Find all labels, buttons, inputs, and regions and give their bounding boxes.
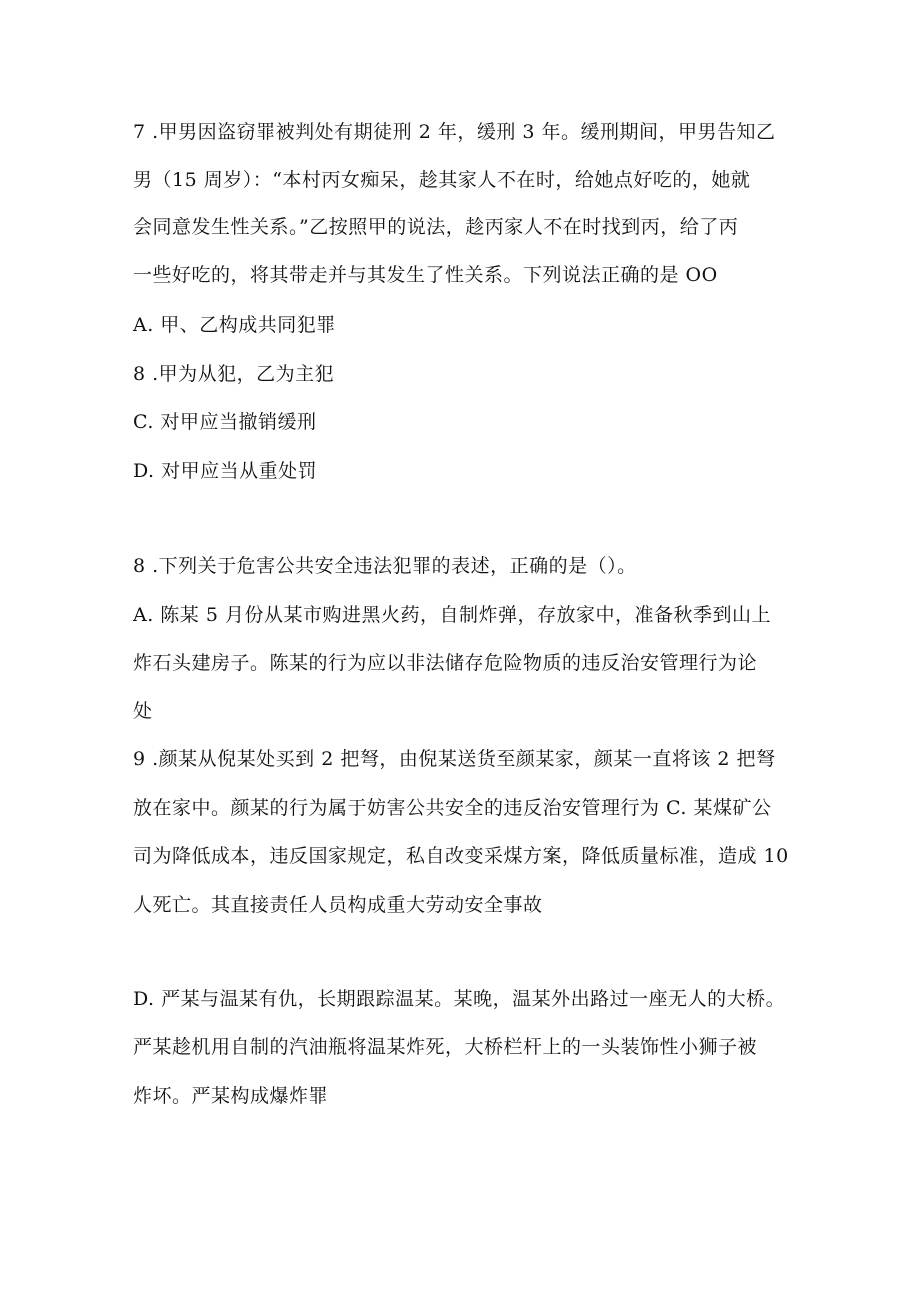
q7-text-line-3: 会同意发生性关系。”乙按照甲的说法，趁丙家人不在时找到丙，给了丙	[133, 216, 739, 238]
q8-option-a-line-3: 处	[133, 700, 153, 722]
q7-option-c: C. 对甲应当撤销缓刑	[133, 411, 317, 433]
q9-text-line-4: 人死亡。其直接责任人员构成重大劳动安全事故	[133, 894, 543, 916]
option-d-line-2: 严某趁机用自制的汽油瓶将温某炸死，大桥栏杆上的一头装饰性小狮子被	[133, 1036, 758, 1058]
q8-stem: 8 .下列关于危害公共安全违法犯罪的表述，正确的是（）。	[133, 555, 637, 577]
q8-option-a-line-1: A. 陈某 5 月份从某市购进黑火药，自制炸弹，存放家中，准备秋季到山上	[133, 604, 771, 626]
q7-option-d: D. 对甲应当从重处罚	[133, 460, 318, 482]
q7-option-a: A. 甲、乙构成共同犯罪	[133, 314, 336, 336]
q8-option-a-line-2: 炸石头建房子。陈某的行为应以非法储存危险物质的违反治安管理行为论	[133, 652, 758, 674]
q7-text-line-1: 7 .甲男因盗窃罪被判处有期徒刑 2 年，缓刑 3 年。缓刑期间，甲男告知乙	[133, 121, 776, 143]
option-d-line-3: 炸坏。严某构成爆炸罪	[133, 1085, 329, 1107]
q9-text-line-3: 司为降低成本，违反国家规定，私自改变采煤方案，降低质量标准，造成 10	[133, 845, 789, 867]
q9-text-line-2: 放在家中。颜某的行为属于妨害公共安全的违反治安管理行为 C. 某煤矿公	[133, 797, 772, 819]
option-d-line-1: D. 严某与温某有仇，长期跟踪温某。某晚，温某外出路过一座无人的大桥。	[133, 988, 786, 1010]
q7-text-line-4: 一些好吃的，将其带走并与其发生了性关系。下列说法正确的是 OO	[133, 264, 718, 286]
q7-option-b: 8 .甲为从犯，乙为主犯	[133, 363, 335, 385]
q7-text-line-2: 男（15 周岁）：“本村丙女痴呆，趁其家人不在时，给她点好吃的，她就	[133, 169, 751, 191]
q9-text-line-1: 9 .颜某从倪某处买到 2 把弩，由倪某送货至颜某家，颜某一直将该 2 把弩	[133, 748, 776, 770]
